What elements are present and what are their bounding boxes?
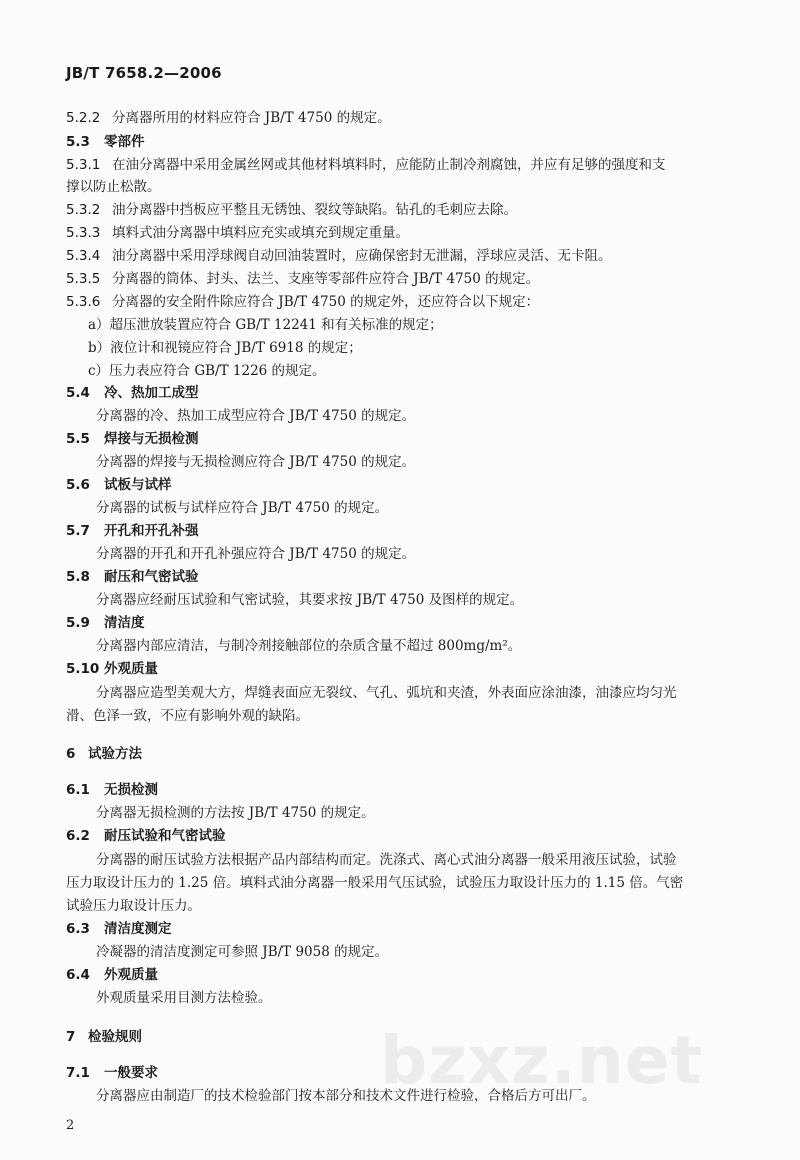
clause-text: 填料式油分离器中填料应充实或填充到规定重量。 xyxy=(112,225,409,241)
section-number: 6.1 xyxy=(66,782,90,798)
clause-number: 5.3.4 xyxy=(66,248,101,264)
section-title: 开孔和开孔补强 xyxy=(104,523,199,539)
body-text: 分离器应由制造厂的技术检验部门按本部分和技术文件进行检验，合格后方可出厂。 xyxy=(96,1088,596,1104)
section-title: 耐压和气密试验 xyxy=(104,569,199,585)
standard-code-header: JB/T 7658.2—2006 xyxy=(66,64,222,82)
section-number: 7.1 xyxy=(66,1065,90,1081)
section-number: 5.9 xyxy=(66,615,90,631)
body-text: 冷凝器的清洁度测定可参照 JB/T 9058 的规定。 xyxy=(96,944,389,960)
clause-number: 5.2.2 xyxy=(66,110,101,126)
section-title: 零部件 xyxy=(104,134,145,150)
body-text: 分离器无损检测的方法按 JB/T 4750 的规定。 xyxy=(96,805,375,821)
clause-text: 撑以防止松散。 xyxy=(66,179,161,195)
section-title: 试板与试样 xyxy=(104,477,172,493)
body-text: 分离器的焊接与无损检测应符合 JB/T 4750 的规定。 xyxy=(96,454,416,470)
body-text: 分离器应经耐压试验和气密试验，其要求按 JB/T 4750 及图样的规定。 xyxy=(96,592,524,608)
body-text: 分离器的开孔和开孔补强应符合 JB/T 4750 的规定。 xyxy=(96,546,416,562)
clause-number: 5.3.6 xyxy=(66,294,101,310)
section-title: 外观质量 xyxy=(104,661,158,677)
section-number: 6.4 xyxy=(66,967,90,983)
clause-number: 5.3.1 xyxy=(66,157,101,173)
section-title: 焊接与无损检测 xyxy=(104,431,199,447)
section-number: 6.2 xyxy=(66,828,90,844)
clause-number: 5.3.5 xyxy=(66,271,101,287)
list-item-text: c）压力表应符合 GB/T 1226 的规定。 xyxy=(88,363,326,379)
list-item-text: b）液位计和视镜应符合 JB/T 6918 的规定； xyxy=(88,340,362,356)
section-title: 清洁度测定 xyxy=(104,921,172,937)
body-text: 外观质量采用目测方法检验。 xyxy=(96,990,272,1006)
clause-text: 在油分离器中采用金属丝网或其他材料填料时，应能防止制冷剂腐蚀，并应有足够的强度和支 xyxy=(112,157,666,173)
section-number: 5.10 xyxy=(66,661,100,677)
chapter-number: 6 xyxy=(66,746,76,762)
section-number: 5.5 xyxy=(66,431,90,447)
body-text: 分离器应造型美观大方，焊缝表面应无裂纹、气孔、弧坑和夹渣，外表面应涂油漆，油漆应均匀光 xyxy=(96,685,677,701)
section-number: 5.8 xyxy=(66,569,90,585)
section-title: 耐压试验和气密试验 xyxy=(104,828,226,844)
list-item-text: a）超压泄放装置应符合 GB/T 12241 和有关标准的规定； xyxy=(88,317,443,333)
clause-number: 5.3.3 xyxy=(66,225,101,241)
clause-text: 油分离器中采用浮球阀自动回油装置时，应确保密封无泄漏，浮球应灵活、无卡阻。 xyxy=(112,248,612,264)
chapter-title: 检验规则 xyxy=(88,1029,142,1045)
page-number: 2 xyxy=(66,1118,75,1133)
section-title: 外观质量 xyxy=(104,967,158,983)
section-title: 无损检测 xyxy=(104,782,158,798)
clause-number: 5.3.2 xyxy=(66,202,101,218)
section-title: 清洁度 xyxy=(104,615,145,631)
section-number: 5.6 xyxy=(66,477,90,493)
chapter-title: 试验方法 xyxy=(88,746,142,762)
clause-text: 分离器的筒体、封头、法兰、支座等零部件应符合 JB/T 4750 的规定。 xyxy=(112,271,540,287)
site-watermark: bzxz.net xyxy=(380,1022,704,1099)
section-number: 5.7 xyxy=(66,523,90,539)
section-title: 一般要求 xyxy=(104,1065,158,1081)
body-text: 试验压力取设计压力。 xyxy=(66,898,201,914)
section-number: 5.4 xyxy=(66,385,90,401)
body-text: 分离器的冷、热加工成型应符合 JB/T 4750 的规定。 xyxy=(96,408,416,424)
section-number: 5.3 xyxy=(66,134,90,150)
chapter-number: 7 xyxy=(66,1029,76,1045)
section-number: 6.3 xyxy=(66,921,90,937)
body-text: 分离器的试板与试样应符合 JB/T 4750 的规定。 xyxy=(96,500,389,516)
clause-text: 油分离器中挡板应平整且无锈蚀、裂纹等缺陷。钻孔的毛刺应去除。 xyxy=(112,202,517,218)
section-title: 冷、热加工成型 xyxy=(104,385,199,401)
body-text: 分离器内部应清洁，与制冷剂接触部位的杂质含量不超过 800mg/m²。 xyxy=(96,638,522,654)
body-text: 滑、色泽一致，不应有影响外观的缺陷。 xyxy=(66,708,309,724)
clause-text: 分离器所用的材料应符合 JB/T 4750 的规定。 xyxy=(112,110,391,126)
clause-text: 分离器的安全附件除应符合 JB/T 4750 的规定外，还应符合以下规定： xyxy=(112,294,540,310)
body-text: 分离器的耐压试验方法根据产品内部结构而定。洗涤式、离心式油分离器一般采用液压试验，试验 xyxy=(96,852,677,868)
body-text: 压力取设计压力的 1.25 倍。填料式油分离器一般采用气压试验，试验压力取设计压力的 1.15 倍。气密 xyxy=(66,875,684,891)
